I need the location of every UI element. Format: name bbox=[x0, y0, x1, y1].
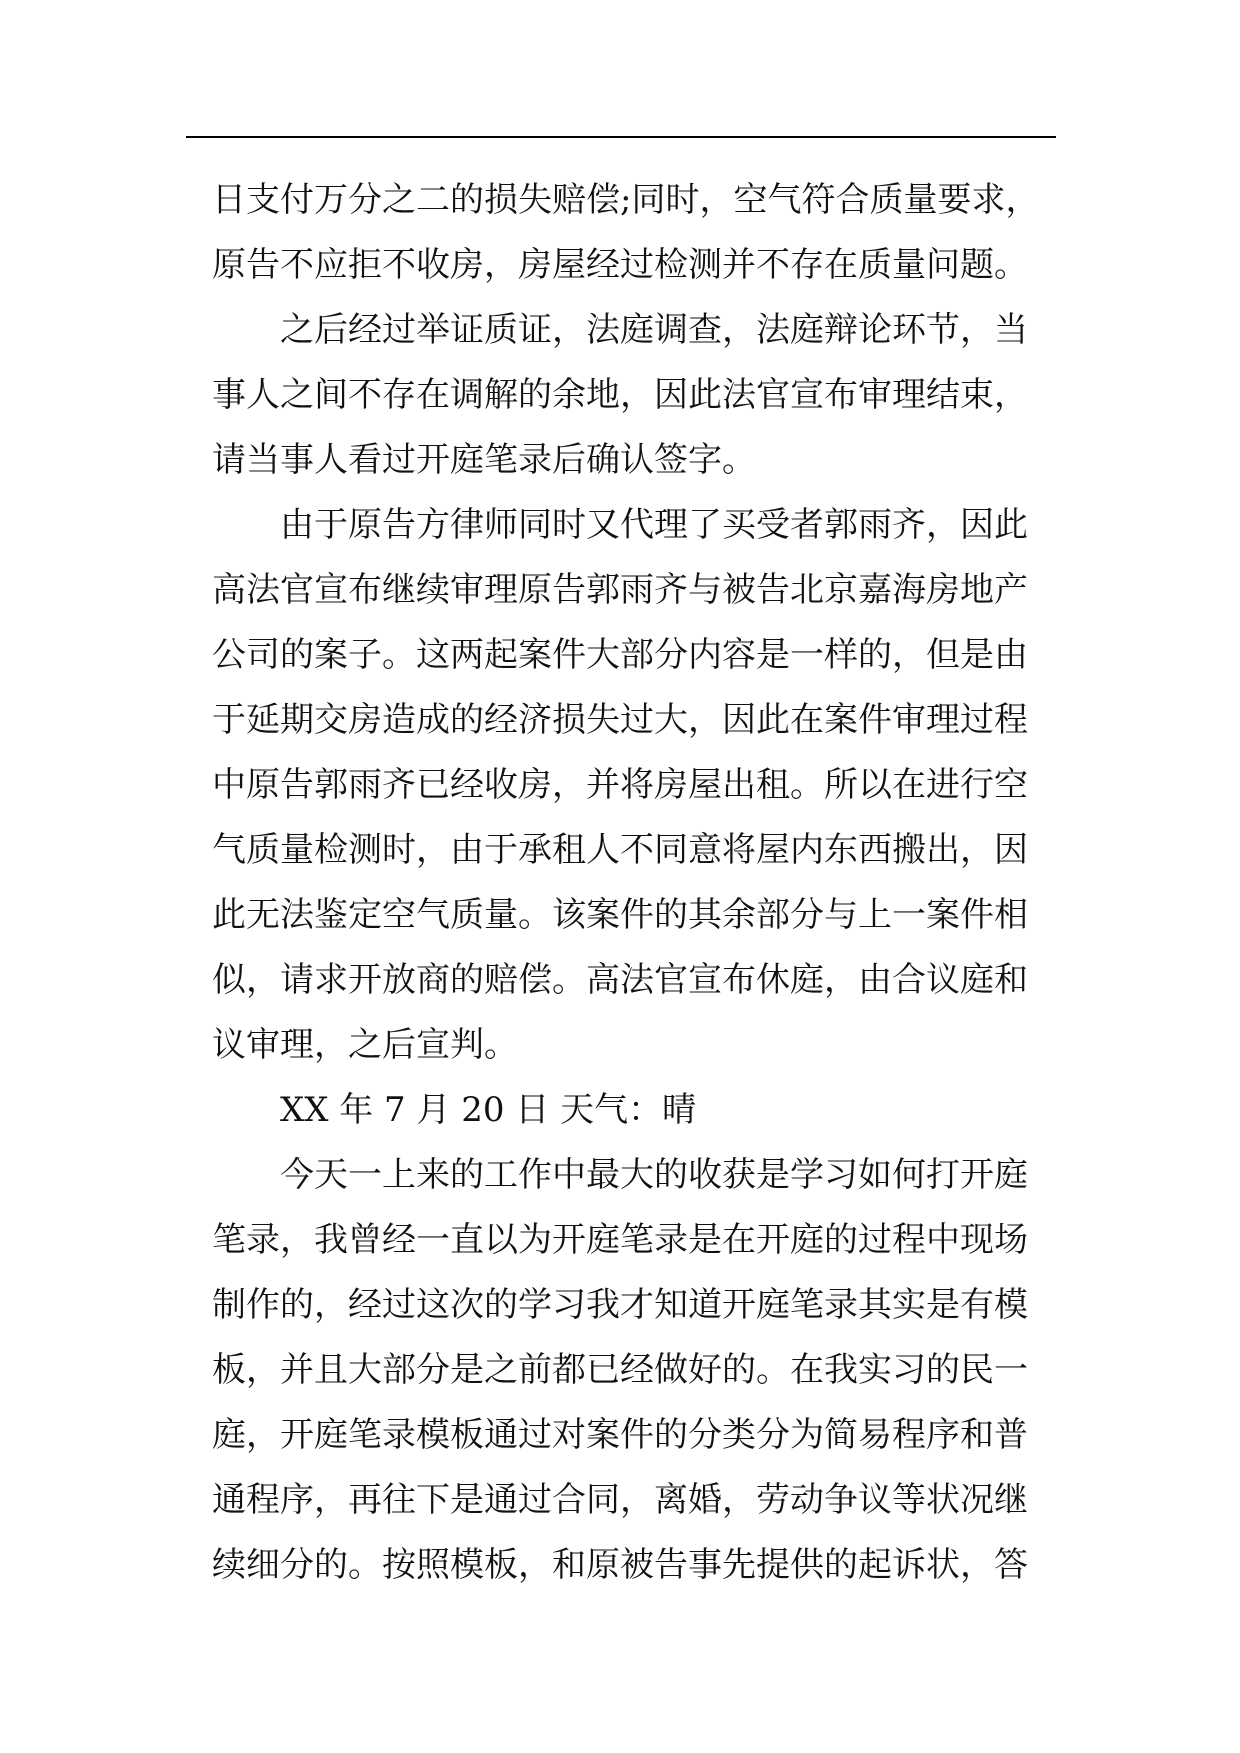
paragraph-start-line: 之后经过举证质证，法庭调查，法庭辩论环节，当 bbox=[280, 310, 1028, 350]
text-line: 中原告郭雨齐已经收房，并将房屋出租。所以在进行空 bbox=[212, 765, 1028, 805]
document-body bbox=[212, 168, 1040, 1598]
header-rule bbox=[186, 136, 1056, 138]
text-line: 续细分的。按照模板，和原被告事先提供的起诉状，答 bbox=[212, 1545, 1028, 1585]
text-line: 板，并且大部分是之前都已经做好的。在我实习的民一 bbox=[212, 1350, 1028, 1390]
text-line: 事人之间不存在调解的余地，因此法官宣布审理结束， bbox=[212, 375, 1028, 415]
text-line: 原告不应拒不收房，房屋经过检测并不存在质量问题。 bbox=[212, 245, 1028, 285]
text-line: 公司的案子。这两起案件大部分内容是一样的，但是由 bbox=[212, 635, 1028, 675]
text-line: 请当事人看过开庭笔录后确认签字。 bbox=[212, 440, 756, 480]
diary-date-line: XX 年 7 月 20 日 天气：晴 bbox=[280, 1090, 697, 1130]
text-line: 庭，开庭笔录模板通过对案件的分类分为简易程序和普 bbox=[212, 1415, 1028, 1455]
text-line: 于延期交房造成的经济损失过大，因此在案件审理过程 bbox=[212, 700, 1028, 740]
text-line: 高法官宣布继续审理原告郭雨齐与被告北京嘉海房地产 bbox=[212, 570, 1028, 610]
text-line: 气质量检测时，由于承租人不同意将屋内东西搬出，因 bbox=[212, 830, 1028, 870]
paragraph-start-line: 今天一上来的工作中最大的收获是学习如何打开庭 bbox=[280, 1155, 1028, 1195]
text-line: 制作的，经过这次的学习我才知道开庭笔录其实是有模 bbox=[212, 1285, 1028, 1325]
paragraph-start-line: 由于原告方律师同时又代理了买受者郭雨齐，因此 bbox=[280, 505, 1028, 545]
text-line: 似，请求开放商的赔偿。高法官宣布休庭，由合议庭和 bbox=[212, 960, 1028, 1000]
text-line: 笔录，我曾经一直以为开庭笔录是在开庭的过程中现场 bbox=[212, 1220, 1028, 1260]
text-line: 此无法鉴定空气质量。该案件的其余部分与上一案件相 bbox=[212, 895, 1028, 935]
text-line: 日支付万分之二的损失赔偿;同时，空气符合质量要求， bbox=[212, 180, 1040, 220]
text-line: 通程序，再往下是通过合同，离婚，劳动争议等状况继 bbox=[212, 1480, 1028, 1520]
text-line: 议审理，之后宣判。 bbox=[212, 1025, 518, 1065]
